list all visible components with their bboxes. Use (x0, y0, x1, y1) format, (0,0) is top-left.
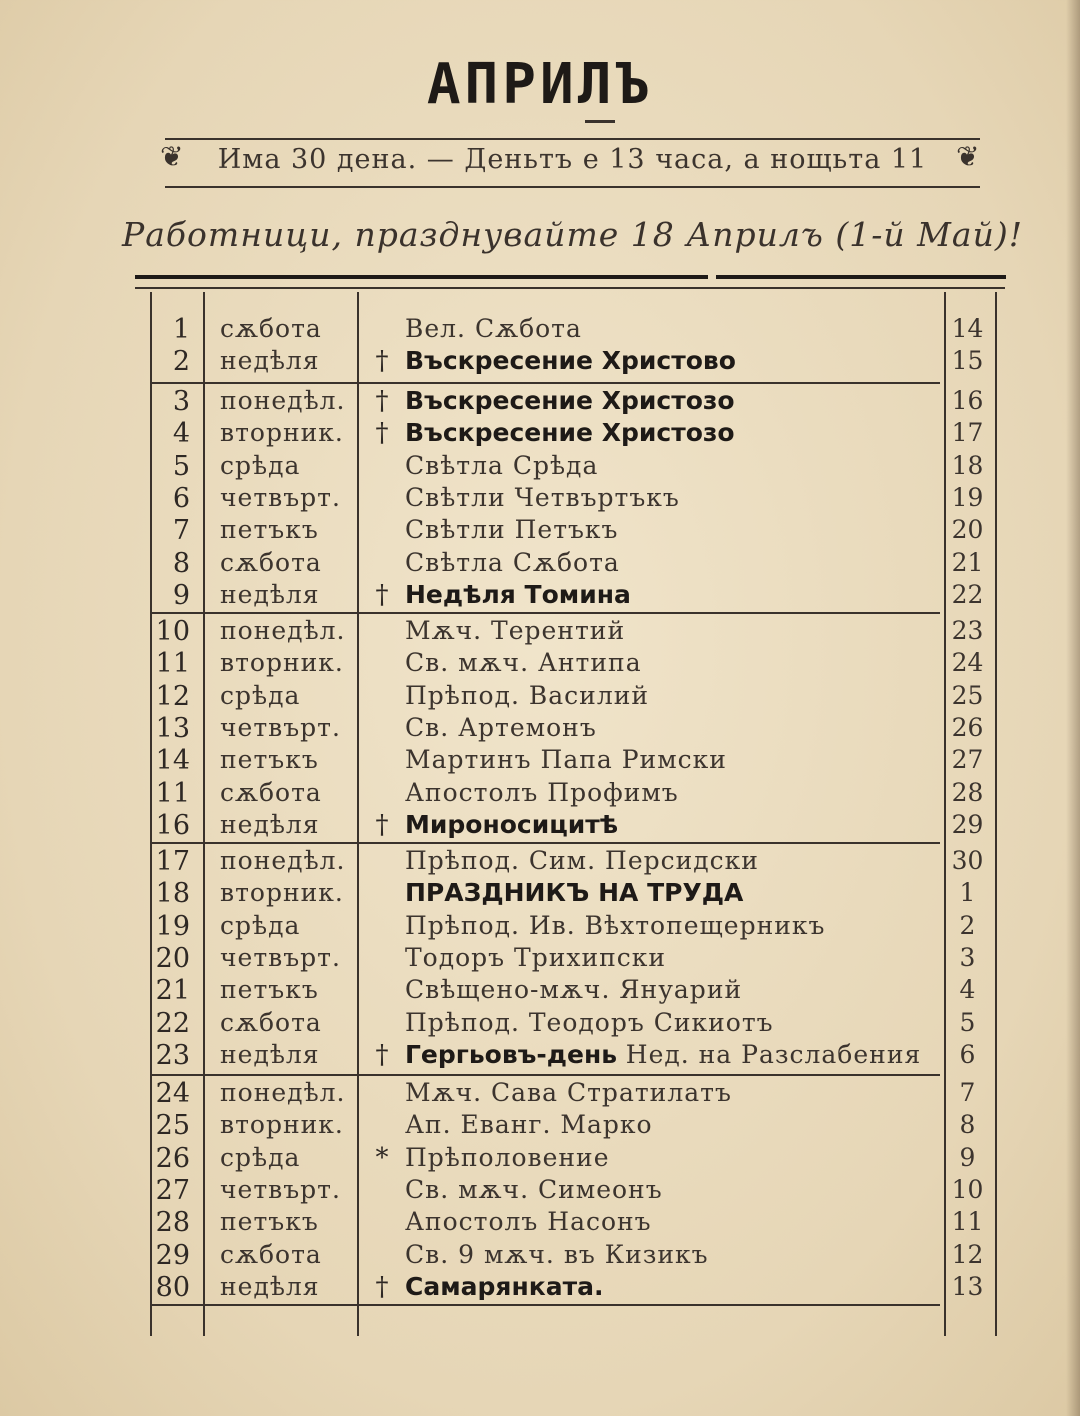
event-title: Апостолъ Профимъ (405, 777, 679, 807)
table-row (0, 386, 1080, 418)
old-style-date: 12 (951, 1239, 984, 1269)
day-number: 29 (155, 1239, 190, 1271)
weekday: недѣля (220, 809, 320, 839)
day-number: 20 (155, 942, 190, 974)
event-name (405, 548, 620, 577)
event-name (405, 1110, 653, 1139)
event-title: Гергьовъ-день (405, 1039, 618, 1069)
old-style-date: 23 (951, 616, 984, 645)
table-row (0, 681, 1080, 713)
weekday: понедѣл. (220, 616, 346, 645)
table-row (0, 745, 1080, 777)
week-separator (150, 612, 940, 614)
event-title: Въскресение Христозо (405, 386, 735, 415)
event-title: Прѣпод. Василий (405, 680, 650, 710)
event-title: Свѣтли Петъкъ (405, 515, 619, 545)
rule-thick-left (135, 275, 708, 279)
weekday: срѣда (220, 450, 301, 480)
weekday: вторник. (220, 648, 344, 678)
table-row (0, 451, 1080, 483)
event-title: Недѣля Томина (405, 579, 631, 609)
event-name (405, 878, 743, 907)
rule-thin (135, 287, 1005, 289)
weekday: понедѣл. (220, 846, 346, 875)
table-row (0, 1040, 1080, 1072)
old-style-date: 25 (951, 680, 984, 710)
day-number: 28 (155, 1207, 190, 1239)
day-number: 14 (155, 745, 190, 777)
weekday: сѫбота (220, 777, 322, 807)
rule-thick-right (716, 275, 1006, 279)
week-separator (150, 1074, 940, 1076)
old-style-date: 28 (951, 777, 984, 807)
table-row (0, 1175, 1080, 1207)
ornament-left-icon: ❦ (160, 140, 184, 173)
event-title: Мѫч. Сава Стратилатъ (405, 1078, 732, 1107)
event-name (405, 1008, 774, 1037)
month-info: Има 30 дена. — Деньтъ е 13 часа, а нощьта 11 (217, 144, 928, 175)
old-style-date: 16 (951, 386, 984, 415)
old-style-date: 2 (959, 910, 976, 940)
week-separator (150, 842, 940, 844)
event-name (405, 846, 759, 875)
day-number: 13 (155, 712, 190, 744)
table-row (0, 943, 1080, 975)
old-style-date: 1 (959, 878, 976, 908)
event-title: Свѣтла Срѣда (405, 450, 599, 480)
old-style-date: 10 (951, 1174, 984, 1204)
old-style-date: 26 (951, 712, 984, 742)
event-name (405, 943, 666, 972)
old-style-date: 8 (959, 1110, 976, 1140)
event-title: Самарянката. (405, 1271, 604, 1301)
table-row (0, 1110, 1080, 1142)
table-row (0, 1240, 1080, 1272)
day-number: 9 (172, 579, 190, 611)
weekday: четвърт. (220, 942, 341, 972)
table-row (0, 515, 1080, 547)
weekday: сѫбота (220, 547, 322, 577)
weekday: четвърт. (220, 712, 341, 742)
old-style-date: 30 (951, 846, 984, 875)
table-row (0, 616, 1080, 648)
event-title: Мироносицитѣ (405, 809, 619, 839)
old-style-date: 24 (951, 648, 984, 678)
old-style-date: 14 (951, 314, 984, 343)
table-row (0, 846, 1080, 878)
cross-icon: † (375, 1271, 389, 1302)
day-number: 17 (155, 846, 190, 877)
event-title: Тодоръ Трихипски (405, 942, 667, 972)
event-title: Мѫч. Терентий (405, 616, 626, 645)
old-style-date: 13 (951, 1271, 984, 1301)
old-style-date: 18 (951, 450, 984, 480)
event-title: Мартинъ Папа Римски (405, 745, 727, 775)
day-number: 24 (155, 1078, 190, 1109)
table-row (0, 975, 1080, 1007)
day-number: 80 (155, 1271, 190, 1303)
table-row (0, 314, 1080, 346)
event-title: Свѣщено-мѫч. Януарий (405, 975, 743, 1005)
old-style-date: 20 (951, 515, 984, 545)
page-title: АПРИЛЪ (426, 52, 654, 117)
event-name (405, 1272, 603, 1301)
weekday: срѣда (220, 910, 301, 940)
event-name (405, 648, 642, 677)
weekday: четвърт. (220, 1174, 341, 1204)
event-name (405, 975, 742, 1004)
event-name (405, 314, 582, 343)
old-style-date: 7 (959, 1078, 976, 1107)
day-number: 21 (155, 975, 190, 1007)
event-name (405, 616, 625, 645)
old-style-date: 21 (951, 547, 984, 577)
weekday: петъкъ (220, 745, 319, 775)
event-title: Апостолъ Насонъ (405, 1207, 652, 1237)
day-number: 22 (155, 1007, 190, 1039)
event-title: Свѣтли Четвъртъкъ (405, 482, 680, 512)
event-name (405, 1207, 652, 1236)
weekday: сѫбота (220, 1239, 322, 1269)
table-row (0, 1078, 1080, 1110)
title-underline (585, 120, 615, 123)
event-title: ПРАЗДНИКЪ НА ТРУДА (405, 878, 744, 908)
event-title: Прѣпод. Теодоръ Сикиотъ (405, 1007, 774, 1037)
week-separator (150, 382, 940, 384)
old-style-date: 3 (959, 942, 976, 972)
day-number: 11 (155, 648, 190, 680)
table-row (0, 1207, 1080, 1239)
table-row (0, 878, 1080, 910)
event-title: Вел. Сѫбота (405, 314, 582, 343)
old-style-date: 5 (959, 1007, 976, 1037)
day-number: 8 (172, 547, 190, 579)
day-number: 7 (172, 515, 190, 547)
day-number: 10 (155, 616, 190, 647)
old-style-date: 4 (959, 975, 976, 1005)
event-name (405, 515, 618, 544)
weekday: петъкъ (220, 1207, 319, 1237)
event-title: Прѣпод. Сим. Персидски (405, 846, 759, 875)
event-title: Въскресение Христово (405, 346, 736, 376)
cross-icon: † (375, 346, 389, 377)
old-style-date: 9 (959, 1142, 976, 1172)
table-row (0, 483, 1080, 515)
event-name (405, 1175, 663, 1204)
day-number: 16 (155, 809, 190, 841)
table-row (0, 713, 1080, 745)
weekday: вторник. (220, 1110, 344, 1140)
day-number: 2 (172, 346, 190, 378)
table-row (0, 1143, 1080, 1175)
asterisk-icon: * (375, 1142, 389, 1173)
table-row (0, 911, 1080, 943)
event-name (405, 911, 825, 940)
table-row (0, 648, 1080, 680)
event-title: Св. Артемонъ (405, 712, 597, 742)
event-title: Св. мѫч. Симеонъ (405, 1174, 663, 1204)
event-name (405, 745, 727, 774)
day-number: 6 (172, 482, 190, 514)
event-name (405, 778, 679, 807)
weekday: четвърт. (220, 482, 341, 512)
old-style-date: 27 (951, 745, 984, 775)
table-row (0, 548, 1080, 580)
event-name (405, 810, 618, 839)
day-number: 3 (172, 386, 190, 417)
event-name (405, 451, 598, 480)
week-separator (150, 1304, 940, 1306)
weekday: понедѣл. (220, 386, 346, 415)
table-row (0, 778, 1080, 810)
day-number: 12 (155, 680, 190, 712)
event-extra: Нед. на Разслабения (625, 1039, 922, 1069)
event-name (405, 580, 631, 609)
weekday: недѣля (220, 346, 320, 376)
day-number: 19 (155, 910, 190, 942)
day-number: 27 (155, 1174, 190, 1206)
day-number: 25 (155, 1110, 190, 1142)
event-name (405, 483, 680, 512)
day-number: 11 (155, 777, 190, 809)
cross-icon: † (375, 1039, 389, 1070)
event-title: Св. мѫч. Антипа (405, 648, 642, 678)
event-title: Ап. Еванг. Марко (405, 1110, 653, 1140)
event-name (405, 681, 649, 710)
old-style-date: 17 (951, 418, 984, 448)
ornament-right-icon: ❦ (956, 140, 980, 173)
day-number: 1 (172, 314, 190, 345)
weekday: петъкъ (220, 975, 319, 1005)
old-style-date: 15 (951, 346, 984, 376)
event-name (405, 1040, 921, 1069)
event-name (405, 418, 735, 447)
weekday: недѣля (220, 1271, 320, 1301)
slogan: Работници, празднувайте 18 Априлъ (1-й Май)! (122, 215, 1023, 254)
weekday: срѣда (220, 1142, 301, 1172)
cross-icon: † (375, 579, 389, 610)
table-row (0, 418, 1080, 450)
weekday: петъкъ (220, 515, 319, 545)
weekday: недѣля (220, 579, 320, 609)
old-style-date: 11 (951, 1207, 984, 1237)
day-number: 18 (155, 878, 190, 910)
old-style-date: 6 (959, 1039, 976, 1069)
day-number: 26 (155, 1142, 190, 1174)
day-number: 23 (155, 1039, 190, 1071)
table-row (0, 580, 1080, 612)
table-row (0, 1272, 1080, 1304)
cross-icon: † (375, 809, 389, 840)
event-name (405, 1078, 732, 1107)
weekday: недѣля (220, 1039, 320, 1069)
weekday: вторник. (220, 418, 344, 448)
day-number: 5 (172, 450, 190, 482)
weekday: срѣда (220, 680, 301, 710)
table-row (0, 810, 1080, 842)
event-title: Прѣпод. Ив. Вѣхтопещерникъ (405, 910, 826, 940)
event-name (405, 386, 735, 415)
day-number: 4 (172, 418, 190, 450)
weekday: вторник. (220, 878, 344, 908)
event-name (405, 713, 597, 742)
cross-icon: † (375, 418, 389, 449)
event-title: Свѣтла Сѫбота (405, 547, 620, 577)
event-title: Прѣполовение (405, 1142, 610, 1172)
weekday: сѫбота (220, 314, 322, 343)
weekday: понедѣл. (220, 1078, 346, 1107)
weekday: сѫбота (220, 1007, 322, 1037)
event-name (405, 346, 736, 375)
table-row (0, 1008, 1080, 1040)
event-title: Св. 9 мѫч. въ Кизикъ (405, 1239, 709, 1269)
old-style-date: 29 (951, 809, 984, 839)
table-row (0, 346, 1080, 378)
cross-icon: † (375, 386, 389, 416)
event-name (405, 1240, 709, 1269)
old-style-date: 19 (951, 482, 984, 512)
old-style-date: 22 (951, 579, 984, 609)
event-name (405, 1143, 610, 1172)
event-title: Въскресение Христозо (405, 418, 735, 448)
